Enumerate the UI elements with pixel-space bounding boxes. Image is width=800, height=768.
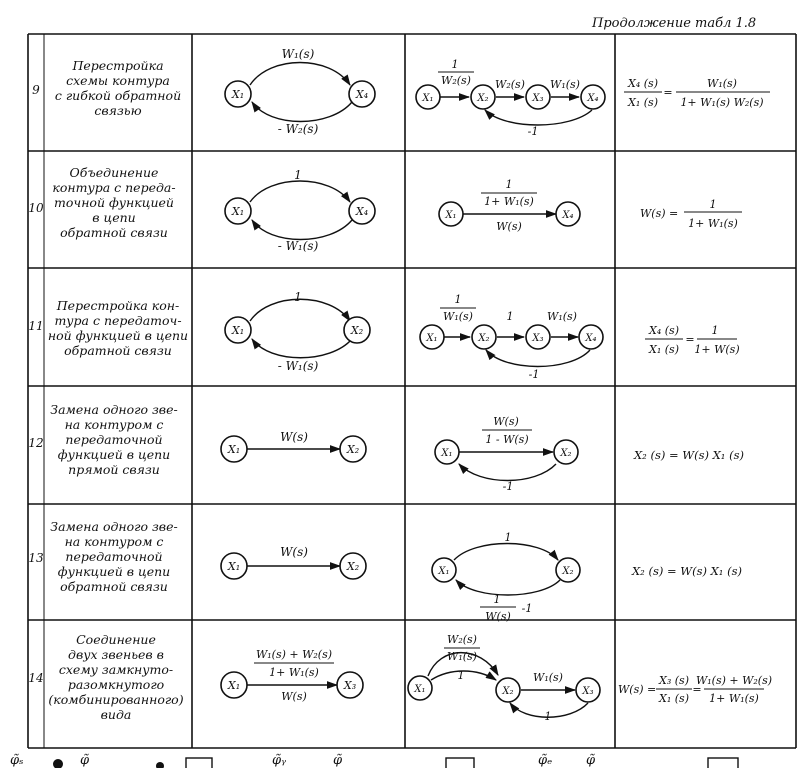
node-label: X₂ [562, 566, 574, 577]
edge-label-forward: W₁(s) [281, 47, 315, 61]
feedback-label: -1 [540, 710, 552, 723]
desc-line: функцией в цепи [57, 447, 171, 462]
node-x1 [225, 317, 251, 343]
edge-label: W₂(s) [495, 78, 525, 91]
table-row-13 [28, 519, 742, 623]
result-formula [645, 324, 740, 356]
frac-denominator: W₁(s) [443, 310, 473, 323]
original-graph [225, 47, 375, 136]
node-label: X₂ [477, 93, 489, 104]
footer-glyph: φ̃ᵧ [272, 753, 286, 768]
node-label: X₃ [532, 333, 544, 344]
edge-label-below: W(s) [496, 220, 522, 233]
edge-label: W₁(s) [533, 671, 563, 684]
edge-label-feedback: - W₁(s) [277, 359, 319, 373]
node-x2 [340, 553, 366, 579]
lhs-denominator: X₁ (s) [628, 96, 658, 109]
node-x4 [579, 325, 603, 349]
row-description [48, 298, 188, 358]
desc-line: разомкнутого [67, 677, 165, 692]
node-x1 [432, 558, 456, 582]
node-label: X₁ [445, 210, 457, 221]
node-x1 [416, 85, 440, 109]
edge-label-feedback: - W₁(s) [277, 239, 319, 253]
desc-line: в цепи [92, 210, 136, 225]
transformed-graph [416, 58, 605, 138]
desc-line: точной функцией [54, 195, 174, 210]
node-x2 [340, 436, 366, 462]
node-label: X₃ [343, 679, 357, 692]
edge-label-below: W(s) [281, 690, 307, 703]
original-graph [225, 168, 375, 253]
row-number: 9 [32, 83, 40, 97]
row-number: 13 [28, 551, 44, 565]
node-x2 [554, 440, 578, 464]
row-number: 10 [28, 201, 44, 215]
node-label: X₁ [414, 684, 426, 695]
rhs-denominator: 1+ W(s) [694, 343, 740, 356]
table-row-12 [28, 402, 744, 493]
node-label: X₁ [231, 88, 245, 101]
edge-label-forward: 1 [504, 531, 512, 544]
frac-numerator: 1 [454, 293, 462, 306]
node-x1 [225, 198, 251, 224]
row-number: 12 [28, 436, 44, 450]
node-label: X₂ [346, 560, 360, 573]
frac-numerator: W₂(s) [447, 633, 477, 646]
node-x2 [496, 678, 520, 702]
node-label: X₂ [350, 324, 364, 337]
desc-line: передаточной [65, 549, 163, 564]
desc-line: функцией в цепи [57, 564, 171, 579]
table-row-11 [28, 290, 739, 381]
node-x1 [221, 553, 247, 579]
frac-numerator: 1 [451, 58, 459, 71]
footer-fragment [10, 753, 738, 768]
edge-label: W(s) [280, 545, 308, 559]
node-x2 [471, 85, 495, 109]
desc-line: (комбинированного) [48, 692, 184, 707]
node-x3 [526, 85, 550, 109]
frac-denominator: 1+ W₁(s) [269, 666, 319, 679]
lhs-denominator: X₁ (s) [659, 692, 689, 705]
node-label: X₃ [582, 686, 594, 697]
equals-sign: = [685, 333, 695, 346]
footer-blot [156, 762, 164, 768]
node-x4 [349, 198, 375, 224]
lhs-expression: W(s) = [618, 683, 657, 696]
node-x1 [221, 436, 247, 462]
desc-line: связью [94, 103, 142, 118]
table-row-14 [28, 632, 772, 723]
frac-denominator: W(s) [485, 610, 511, 623]
feedback-label: -1 [527, 125, 539, 138]
row-description [48, 632, 183, 722]
frac-numerator: 1 [505, 178, 513, 191]
equals-sign: = [663, 86, 673, 99]
rhs-denominator: 1+ W₁(s) [709, 692, 759, 705]
desc-line: обратной связи [64, 343, 172, 358]
formula-expression: X₂ (s) = W(s) X₁ (s) [632, 564, 742, 578]
desc-line: Объединение [69, 165, 159, 180]
node-label: X₄ [587, 93, 599, 104]
desc-line: прямой связи [68, 462, 160, 477]
desc-line: Перестройка кон- [56, 298, 180, 313]
node-label: X₂ [346, 443, 360, 456]
frac-denominator: W₂(s) [441, 74, 471, 87]
rhs-numerator: W₁(s) [707, 77, 737, 90]
desc-line: схемы контура [66, 73, 170, 88]
original-graph [225, 290, 370, 373]
desc-line: передаточной [65, 432, 163, 447]
lhs-expression: W(s) = [640, 207, 679, 220]
result-formula [618, 674, 772, 705]
node-label: X₄ [585, 333, 597, 344]
desc-line: контура с переда- [52, 180, 176, 195]
feedback-label: -1 [502, 480, 514, 493]
desc-line: ной функцией в цепи [47, 328, 189, 343]
footer-glyph: φ̃ [586, 753, 596, 768]
frac-numerator: W₁(s) + W₂(s) [255, 648, 333, 661]
desc-line: обратной связи [60, 579, 168, 594]
rhs-numerator: 1 [709, 198, 717, 211]
table-row-9 [32, 47, 770, 138]
desc-line: обратной связи [60, 225, 168, 240]
node-x4 [556, 202, 580, 226]
frac-denominator: W₁(s) [447, 650, 477, 663]
node-label: X₁ [231, 205, 245, 218]
node-label: X₁ [227, 443, 241, 456]
result-formula [633, 448, 744, 462]
node-label: X₃ [532, 93, 544, 104]
lhs-numerator: X₄ (s) [628, 77, 658, 90]
result-formula [631, 564, 742, 578]
edge-label: W(s) [280, 430, 308, 444]
edge-label: 1 [457, 669, 465, 682]
node-label: X₁ [231, 324, 245, 337]
footer-box [186, 758, 212, 768]
node-x2 [344, 317, 370, 343]
node-x2 [472, 325, 496, 349]
transformed-graph [420, 293, 603, 381]
equals-sign: = [692, 683, 702, 696]
transformed-graph [408, 633, 600, 723]
node-x1 [221, 672, 247, 698]
original-graph [221, 545, 366, 579]
frac-denominator: 1 - W(s) [485, 433, 529, 446]
desc-line: Соединение [76, 632, 156, 647]
node-label: X₂ [560, 448, 572, 459]
frac-suffix: -1 [521, 602, 533, 615]
desc-line: Замена одного зве- [50, 519, 178, 534]
edge-label: 1 [506, 310, 514, 323]
node-x1 [420, 325, 444, 349]
footer-glyph: φ̃ₛ [10, 753, 24, 768]
desc-line: Перестройка [72, 58, 164, 73]
row-number: 11 [28, 319, 44, 333]
edge-label-forward: 1 [294, 168, 302, 182]
node-x4 [349, 81, 375, 107]
footer-glyph: φ̃ [333, 753, 343, 768]
edge-label: W₁(s) [550, 78, 580, 91]
node-label: X₁ [441, 448, 453, 459]
table-row-10 [28, 165, 742, 253]
rhs-numerator: 1 [711, 324, 719, 337]
footer-glyph: φ̃ [80, 753, 90, 768]
edge-label-feedback: - W₂(s) [277, 122, 319, 136]
original-graph [221, 430, 366, 462]
node-x2 [556, 558, 580, 582]
node-label: X₄ [355, 205, 369, 218]
footer-blot [53, 759, 63, 768]
node-x1 [408, 676, 432, 700]
node-label: X₁ [426, 333, 438, 344]
edge-label: W₁(s) [547, 310, 577, 323]
node-label: X₄ [355, 88, 369, 101]
node-label: X₁ [227, 560, 241, 573]
lhs-numerator: X₃ (s) [659, 674, 689, 687]
frac-numerator: W(s) [493, 415, 519, 428]
result-formula [640, 198, 742, 230]
node-x3 [576, 678, 600, 702]
edge-label-forward: 1 [294, 290, 302, 304]
desc-line: вида [100, 707, 132, 722]
frac-numerator: 1 [493, 593, 501, 606]
frac-denominator: 1+ W₁(s) [484, 195, 534, 208]
footer-glyph: φ̃ₑ [538, 753, 553, 768]
rhs-numerator: W₁(s) + W₂(s) [695, 674, 773, 687]
transformed-graph [439, 178, 580, 233]
node-x1 [439, 202, 463, 226]
transformed-graph [432, 531, 580, 623]
lhs-denominator: X₁ (s) [649, 343, 679, 356]
node-label: X₄ [562, 210, 574, 221]
node-x3 [526, 325, 550, 349]
row-description [50, 402, 177, 477]
desc-line: Замена одного зве- [50, 402, 178, 417]
transformed-graph [435, 415, 578, 493]
node-x4 [581, 85, 605, 109]
desc-line: на контуром с [64, 417, 164, 432]
footer-box [446, 758, 474, 768]
feedback-label: -1 [528, 368, 540, 381]
desc-line: тура с передаточ- [54, 313, 182, 328]
node-label: X₂ [502, 686, 514, 697]
footer-box [708, 758, 738, 768]
node-label: X₂ [478, 333, 490, 344]
node-x1 [225, 81, 251, 107]
desc-line: на контуром с [64, 534, 164, 549]
node-x3 [337, 672, 363, 698]
rhs-denominator: 1+ W₁(s) [688, 217, 738, 230]
row-description [55, 58, 181, 118]
node-label: X₁ [227, 679, 241, 692]
row-description [50, 519, 177, 594]
row-number: 14 [28, 671, 44, 685]
desc-line: схему замкнуто- [58, 662, 174, 677]
rhs-denominator: 1+ W₁(s) W₂(s) [680, 96, 764, 109]
result-formula [624, 77, 770, 109]
node-x1 [435, 440, 459, 464]
desc-line: с гибкой обратной [54, 88, 182, 103]
node-label: X₁ [438, 566, 450, 577]
desc-line: двух звеньев в [68, 647, 164, 662]
lhs-numerator: X₄ (s) [649, 324, 679, 337]
table-continuation-caption: Продолжение табл 1.8 [592, 16, 757, 31]
node-label: X₁ [422, 93, 434, 104]
original-graph [221, 648, 363, 703]
formula-expression: X₂ (s) = W(s) X₁ (s) [634, 448, 744, 462]
row-description [52, 165, 175, 240]
